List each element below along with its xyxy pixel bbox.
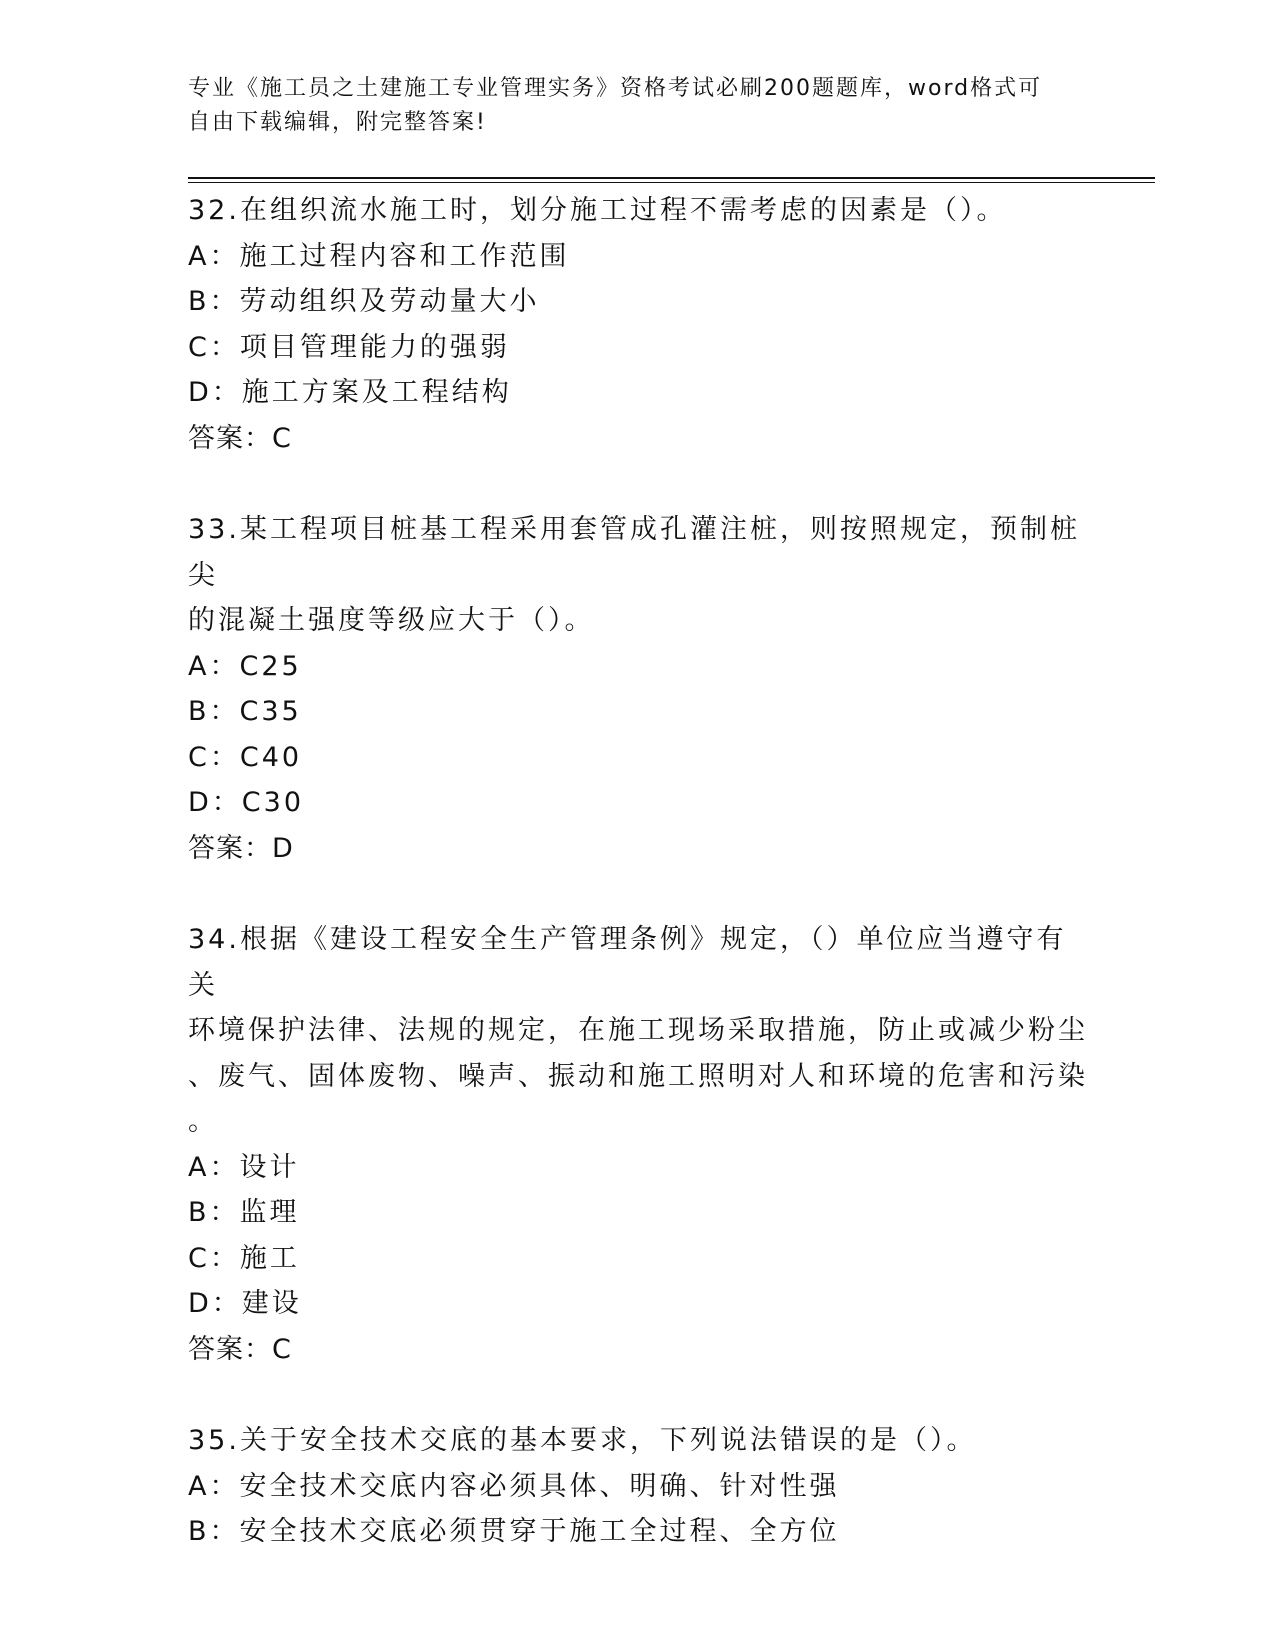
question-stem-line-1: 34.根据《建设工程安全生产管理条例》规定，（）单位应当遵守有关 xyxy=(188,924,1067,1001)
question-stem: 35.关于安全技术交底的基本要求，下列说法错误的是（）。 xyxy=(188,1425,977,1456)
option-c: C：项目管理能力的强弱 xyxy=(188,331,510,363)
option-b: B：劳动组织及劳动量大小 xyxy=(188,286,540,317)
option-a: A：施工过程内容和工作范围 xyxy=(188,240,570,272)
option-c: C：施工 xyxy=(188,1242,300,1274)
question-33 xyxy=(188,507,1088,871)
question-stem: 32.在组织流水施工时，划分施工过程不需考虑的因素是（）。 xyxy=(188,195,1007,226)
option-a: A：安全技术交底内容必须具体、明确、针对性强 xyxy=(188,1470,840,1502)
option-c: C：C40 xyxy=(188,741,303,773)
option-b: B：C35 xyxy=(188,696,302,727)
question-stem-line-4: 。 xyxy=(188,1106,218,1137)
answer-label: 答案：C xyxy=(188,422,292,454)
question-32 xyxy=(188,188,1088,461)
header-divider-thick xyxy=(188,177,1155,179)
option-b: B：监理 xyxy=(188,1197,300,1228)
option-d: D：建设 xyxy=(188,1288,302,1319)
header-line-1: 专业《施工员之土建施工专业管理实务》资格考试必刷200题题库，word格式可 xyxy=(188,76,1043,101)
option-a: A：设计 xyxy=(188,1151,300,1183)
document-header xyxy=(188,72,1088,140)
option-d: D：施工方案及工程结构 xyxy=(188,377,512,408)
option-a: A：C25 xyxy=(188,650,302,682)
header-divider-thin xyxy=(188,182,1155,183)
question-stem-line-2: 环境保护法律、法规的规定，在施工现场采取措施，防止或减少粉尘 xyxy=(188,1015,1088,1046)
option-d: D：C30 xyxy=(188,787,304,818)
question-stem-line-3: 、废气、固体废物、噪声、振动和施工照明对人和环境的危害和污染 xyxy=(188,1060,1088,1092)
question-stem-line-1: 33.某工程项目桩基工程采用套管成孔灌注桩，则按照规定，预制桩尖 xyxy=(188,514,1080,591)
header-line-2: 自由下载编辑，附完整答案! xyxy=(188,110,487,135)
option-b: B：安全技术交底必须贯穿于施工全过程、全方位 xyxy=(188,1516,840,1547)
question-stem-line-2: 的混凝土强度等级应大于（）。 xyxy=(188,605,595,636)
question-34 xyxy=(188,917,1088,1372)
question-35 xyxy=(188,1418,1088,1555)
answer-label: 答案：D xyxy=(188,832,294,864)
question-list xyxy=(188,188,1088,1601)
answer-label: 答案：C xyxy=(188,1333,292,1365)
